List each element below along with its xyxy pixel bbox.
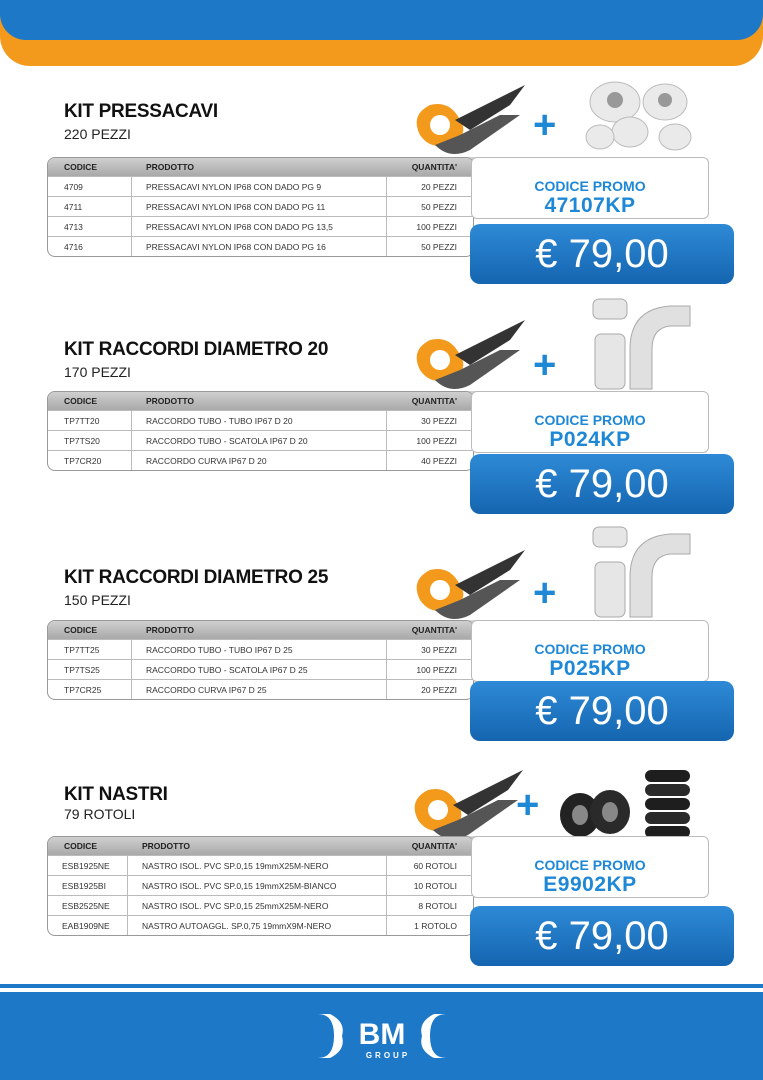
cell-prodotto: RACCORDO TUBO - TUBO IP67 D 25 [132,640,387,659]
price-badge: € 79,00 [470,906,734,966]
promo-code: 47107KP [544,194,636,217]
product-table [47,836,474,936]
cell-prodotto: PRESSACAVI NYLON IP68 CON DADO PG 16 [132,237,387,256]
price-badge: € 79,00 [470,224,734,284]
plus-icon: + [533,103,557,147]
price-badge: € 79,00 [470,681,734,741]
col-prodotto: PRODOTTO [146,162,195,172]
wire-stripper-icon [400,75,530,160]
cell-quantita: 40 PEZZI [421,455,457,466]
promo-label: CODICE PROMO [534,412,646,428]
col-prodotto: PRODOTTO [142,841,191,851]
promo-code: E9902KP [543,873,637,896]
cell-prodotto: PRESSACAVI NYLON IP68 CON DADO PG 11 [132,197,387,216]
table-row [48,196,473,216]
product-table [47,391,474,471]
table-header [48,621,473,639]
cell-prodotto: RACCORDO CURVA IP67 D 25 [132,680,387,699]
cell-codice: TP7CR20 [48,451,132,470]
col-codice: CODICE [64,841,98,851]
header-blue-band [0,0,763,40]
promo-box [471,836,709,898]
col-prodotto: PRODOTTO [146,396,195,406]
cell-prodotto: PRESSACAVI NYLON IP68 CON DADO PG 9 [132,177,387,196]
col-codice: CODICE [64,625,98,635]
pipe-fitting-icon [590,294,700,394]
cell-prodotto: NASTRO AUTOAGGL. SP.0,75 19mmX9M-NERO [128,916,387,935]
table-row [48,410,473,430]
table-row [48,216,473,236]
kit-subtitle: 79 ROTOLI [64,806,136,822]
promo-box [471,157,709,219]
promo-label: CODICE PROMO [534,641,646,657]
col-prodotto: PRODOTTO [146,625,195,635]
promo-code: P024KP [549,428,631,451]
plus-icon: + [516,783,540,827]
cell-prodotto: RACCORDO CURVA IP67 D 20 [132,451,387,470]
tape-roll-icon [555,760,700,845]
kit-subtitle: 150 PEZZI [64,592,131,608]
cell-quantita: 100 PEZZI [416,221,457,232]
plus-icon: + [533,571,557,615]
cell-codice: 4711 [48,197,132,216]
pipe-fitting-icon [590,522,700,622]
cell-quantita: 100 PEZZI [416,435,457,446]
logo-main-text: BM [358,1018,406,1051]
product-table [47,620,474,700]
cell-prodotto: PRESSACAVI NYLON IP68 CON DADO PG 13,5 [132,217,387,236]
table-row [48,679,473,699]
cell-prodotto: NASTRO ISOL. PVC SP.0,15 19mmX25M-NERO [128,856,387,875]
cell-prodotto: NASTRO ISOL. PVC SP.0,15 19mmX25M-BIANCO [128,876,387,895]
cell-codice: 4709 [48,177,132,196]
cell-codice: EAB1909NE [48,916,128,935]
cell-codice: ESB1925NE [48,856,128,875]
cell-quantita: 20 PEZZI [421,181,457,192]
table-row [48,875,473,895]
table-row [48,659,473,679]
cell-prodotto: NASTRO ISOL. PVC SP.0,15 25mmX25M-NERO [128,896,387,915]
col-quantita: QUANTITA' [411,396,457,406]
promo-label: CODICE PROMO [534,857,646,873]
kit-subtitle: 220 PEZZI [64,126,131,142]
cell-quantita: 60 ROTOLI [413,860,457,871]
footer-divider [0,984,763,988]
cell-prodotto: RACCORDO TUBO - SCATOLA IP67 D 20 [132,431,387,450]
cell-quantita: 30 PEZZI [421,644,457,655]
table-row [48,430,473,450]
cell-codice: ESB1925BI [48,876,128,895]
kit-title: KIT RACCORDI DIAMETRO 20 [64,339,329,360]
cell-quantita: 1 ROTOLO [414,920,457,931]
cell-codice: TP7TT20 [48,411,132,430]
col-codice: CODICE [64,162,98,172]
cell-quantita: 10 ROTOLI [413,880,457,891]
promo-code: P025KP [549,657,631,680]
col-quantita: QUANTITA' [411,162,457,172]
promo-label: CODICE PROMO [534,178,646,194]
col-quantita: QUANTITA' [411,625,457,635]
cell-quantita: 50 PEZZI [421,201,457,212]
promo-box [471,620,709,682]
table-row [48,450,473,470]
cell-codice: TP7TS20 [48,431,132,450]
col-quantita: QUANTITA' [411,841,457,851]
cell-quantita: 30 PEZZI [421,415,457,426]
kit-title: KIT RACCORDI DIAMETRO 25 [64,567,329,588]
promo-box [471,391,709,453]
cell-quantita: 8 ROTOLI [418,900,457,911]
plus-icon: + [533,343,557,387]
col-codice: CODICE [64,396,98,406]
wire-stripper-icon [400,540,530,625]
cell-quantita: 100 PEZZI [416,664,457,675]
table-header [48,837,473,855]
cable-gland-icon [575,72,715,160]
cell-prodotto: RACCORDO TUBO - SCATOLA IP67 D 25 [132,660,387,679]
cell-codice: TP7TS25 [48,660,132,679]
table-row [48,236,473,256]
table-row [48,855,473,875]
kit-title: KIT NASTRI [64,784,168,805]
table-row [48,895,473,915]
cell-codice: ESB2525NE [48,896,128,915]
price-badge: € 79,00 [470,454,734,514]
table-header [48,158,473,176]
wire-stripper-icon [400,310,530,395]
table-row [48,639,473,659]
cell-quantita: 50 PEZZI [421,241,457,252]
bm-group-logo [312,1010,452,1062]
cell-codice: 4713 [48,217,132,236]
kit-subtitle: 170 PEZZI [64,364,131,380]
product-table [47,157,474,257]
table-header [48,392,473,410]
table-row [48,176,473,196]
cell-prodotto: RACCORDO TUBO - TUBO IP67 D 20 [132,411,387,430]
kit-title: KIT PRESSACAVI [64,101,218,122]
table-row [48,915,473,935]
wire-stripper-icon [398,760,528,845]
cell-codice: TP7CR25 [48,680,132,699]
logo-sub-text: GROUP [365,1051,411,1060]
cell-codice: TP7TT25 [48,640,132,659]
cell-codice: 4716 [48,237,132,256]
cell-quantita: 20 PEZZI [421,684,457,695]
